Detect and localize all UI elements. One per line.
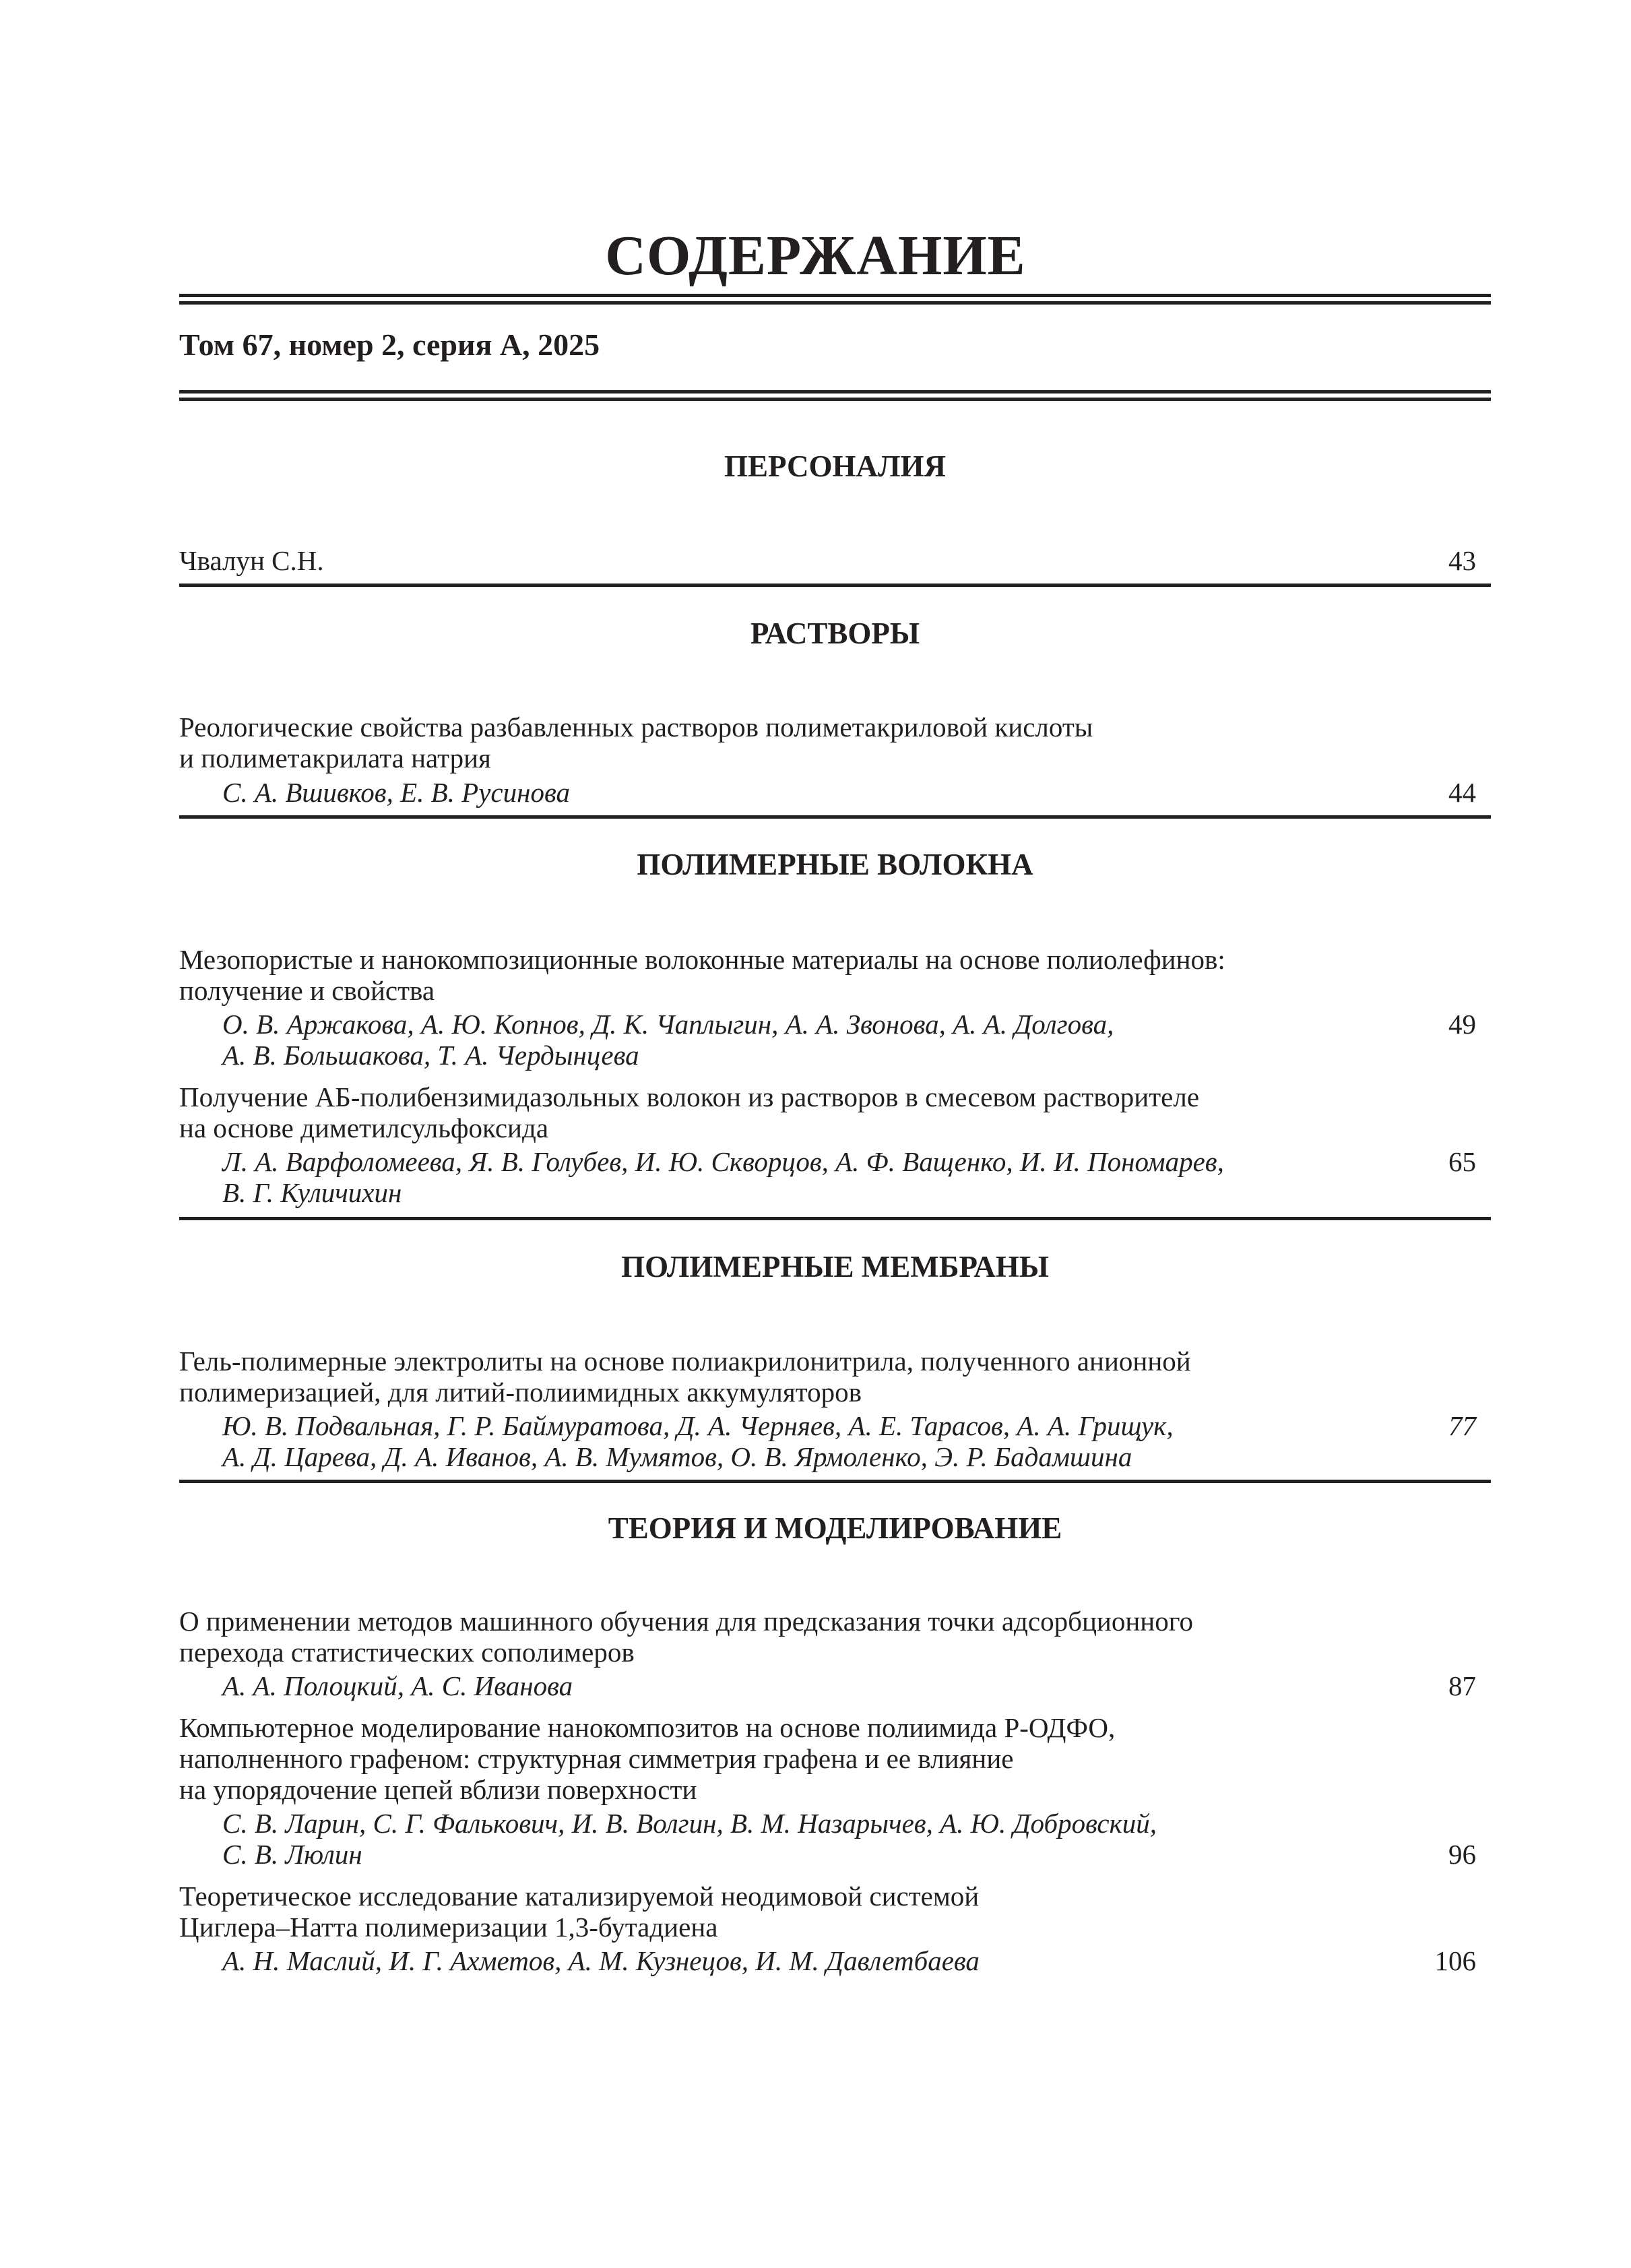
section-heading-polymer-membranes: ПОЛИМЕРНЫЕ МЕМБРАНЫ bbox=[621, 1250, 1049, 1284]
section-rule bbox=[179, 1480, 1491, 1483]
page-number[interactable]: 96 bbox=[1448, 1839, 1476, 1870]
page-number[interactable]: 77 bbox=[1448, 1410, 1476, 1441]
toc-entry-authors: О. В. Аржакова, А. Ю. Копнов, Д. К. Чаплыгин, А. А. Звонова, А. А. Долгова, bbox=[222, 1009, 1114, 1040]
toc-entry-authors: В. Г. Куличихин bbox=[222, 1177, 402, 1208]
toc-entry-authors: А. В. Большакова, Т. А. Чердынцева bbox=[222, 1040, 639, 1071]
toc-entry-authors: А. Н. Маслий, И. Г. Ахметов, А. М. Кузнецов, И. М. Давлетбаева bbox=[222, 1945, 980, 1976]
toc-entry-title[interactable]: перехода статистических сополимеров bbox=[179, 1637, 635, 1668]
toc-entry-title[interactable]: Циглера–Натта полимеризации 1,3-бутадиена bbox=[179, 1912, 718, 1943]
page-number[interactable]: 65 bbox=[1448, 1146, 1476, 1177]
toc-entry-title[interactable]: Компьютерное моделирование нанокомпозитов на основе полиимида Р-ОДФО, bbox=[179, 1712, 1116, 1743]
double-rule-bottom-1 bbox=[179, 390, 1491, 393]
toc-entry-title[interactable]: полимеризацией, для литий-полиимидных аккумуляторов bbox=[179, 1377, 862, 1408]
section-heading-solutions: РАСТВОРЫ bbox=[750, 617, 920, 650]
page-number[interactable]: 87 bbox=[1448, 1670, 1476, 1701]
page-title: СОДЕРЖАНИЕ bbox=[605, 224, 1026, 287]
section-rule bbox=[179, 815, 1491, 819]
toc-entry-authors: Ю. В. Подвальная, Г. Р. Баймуратова, Д. А. Черняев, А. Е. Тарасов, А. А. Грищук, bbox=[222, 1410, 1174, 1441]
toc-entry-title[interactable]: на основе диметилсульфоксида bbox=[179, 1112, 549, 1143]
toc-entry-title[interactable]: получение и свойства bbox=[179, 975, 435, 1006]
double-rule-bottom-2 bbox=[179, 398, 1491, 401]
toc-entry-title[interactable]: О применении методов машинного обучения для предсказания точки адсорбционного bbox=[179, 1606, 1194, 1637]
toc-entry-title[interactable]: Реологические свойства разбавленных растворов полиметакриловой кислоты bbox=[179, 712, 1093, 743]
double-rule-top-1 bbox=[179, 294, 1491, 297]
toc-entry-authors: А. Д. Царева, Д. А. Иванов, А. В. Мумятов, О. В. Ярмоленко, Э. Р. Бадамшина bbox=[222, 1441, 1132, 1472]
toc-entry-authors: А. А. Полоцкий, А. С. Иванова bbox=[222, 1670, 573, 1701]
section-rule bbox=[179, 1217, 1491, 1220]
toc-entry-title[interactable]: наполненного графеном: структурная симметрия графена и ее влияние bbox=[179, 1743, 1014, 1774]
page-number[interactable]: 43 bbox=[1448, 545, 1476, 576]
section-heading-personalia: ПЕРСОНАЛИЯ bbox=[724, 449, 947, 483]
section-heading-theory-modeling: ТЕОРИЯ И МОДЕЛИРОВАНИЕ bbox=[608, 1511, 1062, 1545]
toc-entry-title[interactable]: Теоретическое исследование катализируемой неодимовой системой bbox=[179, 1881, 980, 1912]
toc-entry-title[interactable]: Чвалун С.Н. bbox=[179, 545, 324, 576]
toc-entry-title[interactable]: Гель-полимерные электролиты на основе полиакрилонитрила, полученного анионной bbox=[179, 1346, 1191, 1377]
toc-entry-title[interactable]: Получение АБ-полибензимидазольных волокон из растворов в смесевом растворителе bbox=[179, 1081, 1200, 1112]
page-number[interactable]: 106 bbox=[1434, 1945, 1476, 1976]
double-rule-top-2 bbox=[179, 301, 1491, 305]
volume-info: Том 67, номер 2, серия А, 2025 bbox=[179, 327, 600, 362]
toc-entry-title[interactable]: на упорядочение цепей вблизи поверхности bbox=[179, 1774, 697, 1805]
toc-entry-authors: С. В. Люлин bbox=[222, 1839, 362, 1870]
page-number[interactable]: 49 bbox=[1448, 1009, 1476, 1040]
toc-entry-authors: Л. А. Варфоломеева, Я. В. Голубев, И. Ю. Скворцов, А. Ф. Ващенко, И. И. Пономарев, bbox=[222, 1146, 1224, 1177]
section-rule bbox=[179, 584, 1491, 587]
page-number[interactable]: 44 bbox=[1448, 777, 1476, 808]
toc-entry-title[interactable]: и полиметакрилата натрия bbox=[179, 743, 491, 774]
toc-entry-authors: С. В. Ларин, С. Г. Фалькович, И. В. Волгин, В. М. Назарычев, А. Ю. Добровский, bbox=[222, 1808, 1157, 1839]
section-heading-polymer-fibers: ПОЛИМЕРНЫЕ ВОЛОКНА bbox=[637, 848, 1033, 881]
toc-entry-authors: С. А. Вшивков, Е. В. Русинова bbox=[222, 777, 570, 808]
toc-entry-title[interactable]: Мезопористые и нанокомпозиционные волоконные материалы на основе полиолефинов: bbox=[179, 944, 1225, 975]
